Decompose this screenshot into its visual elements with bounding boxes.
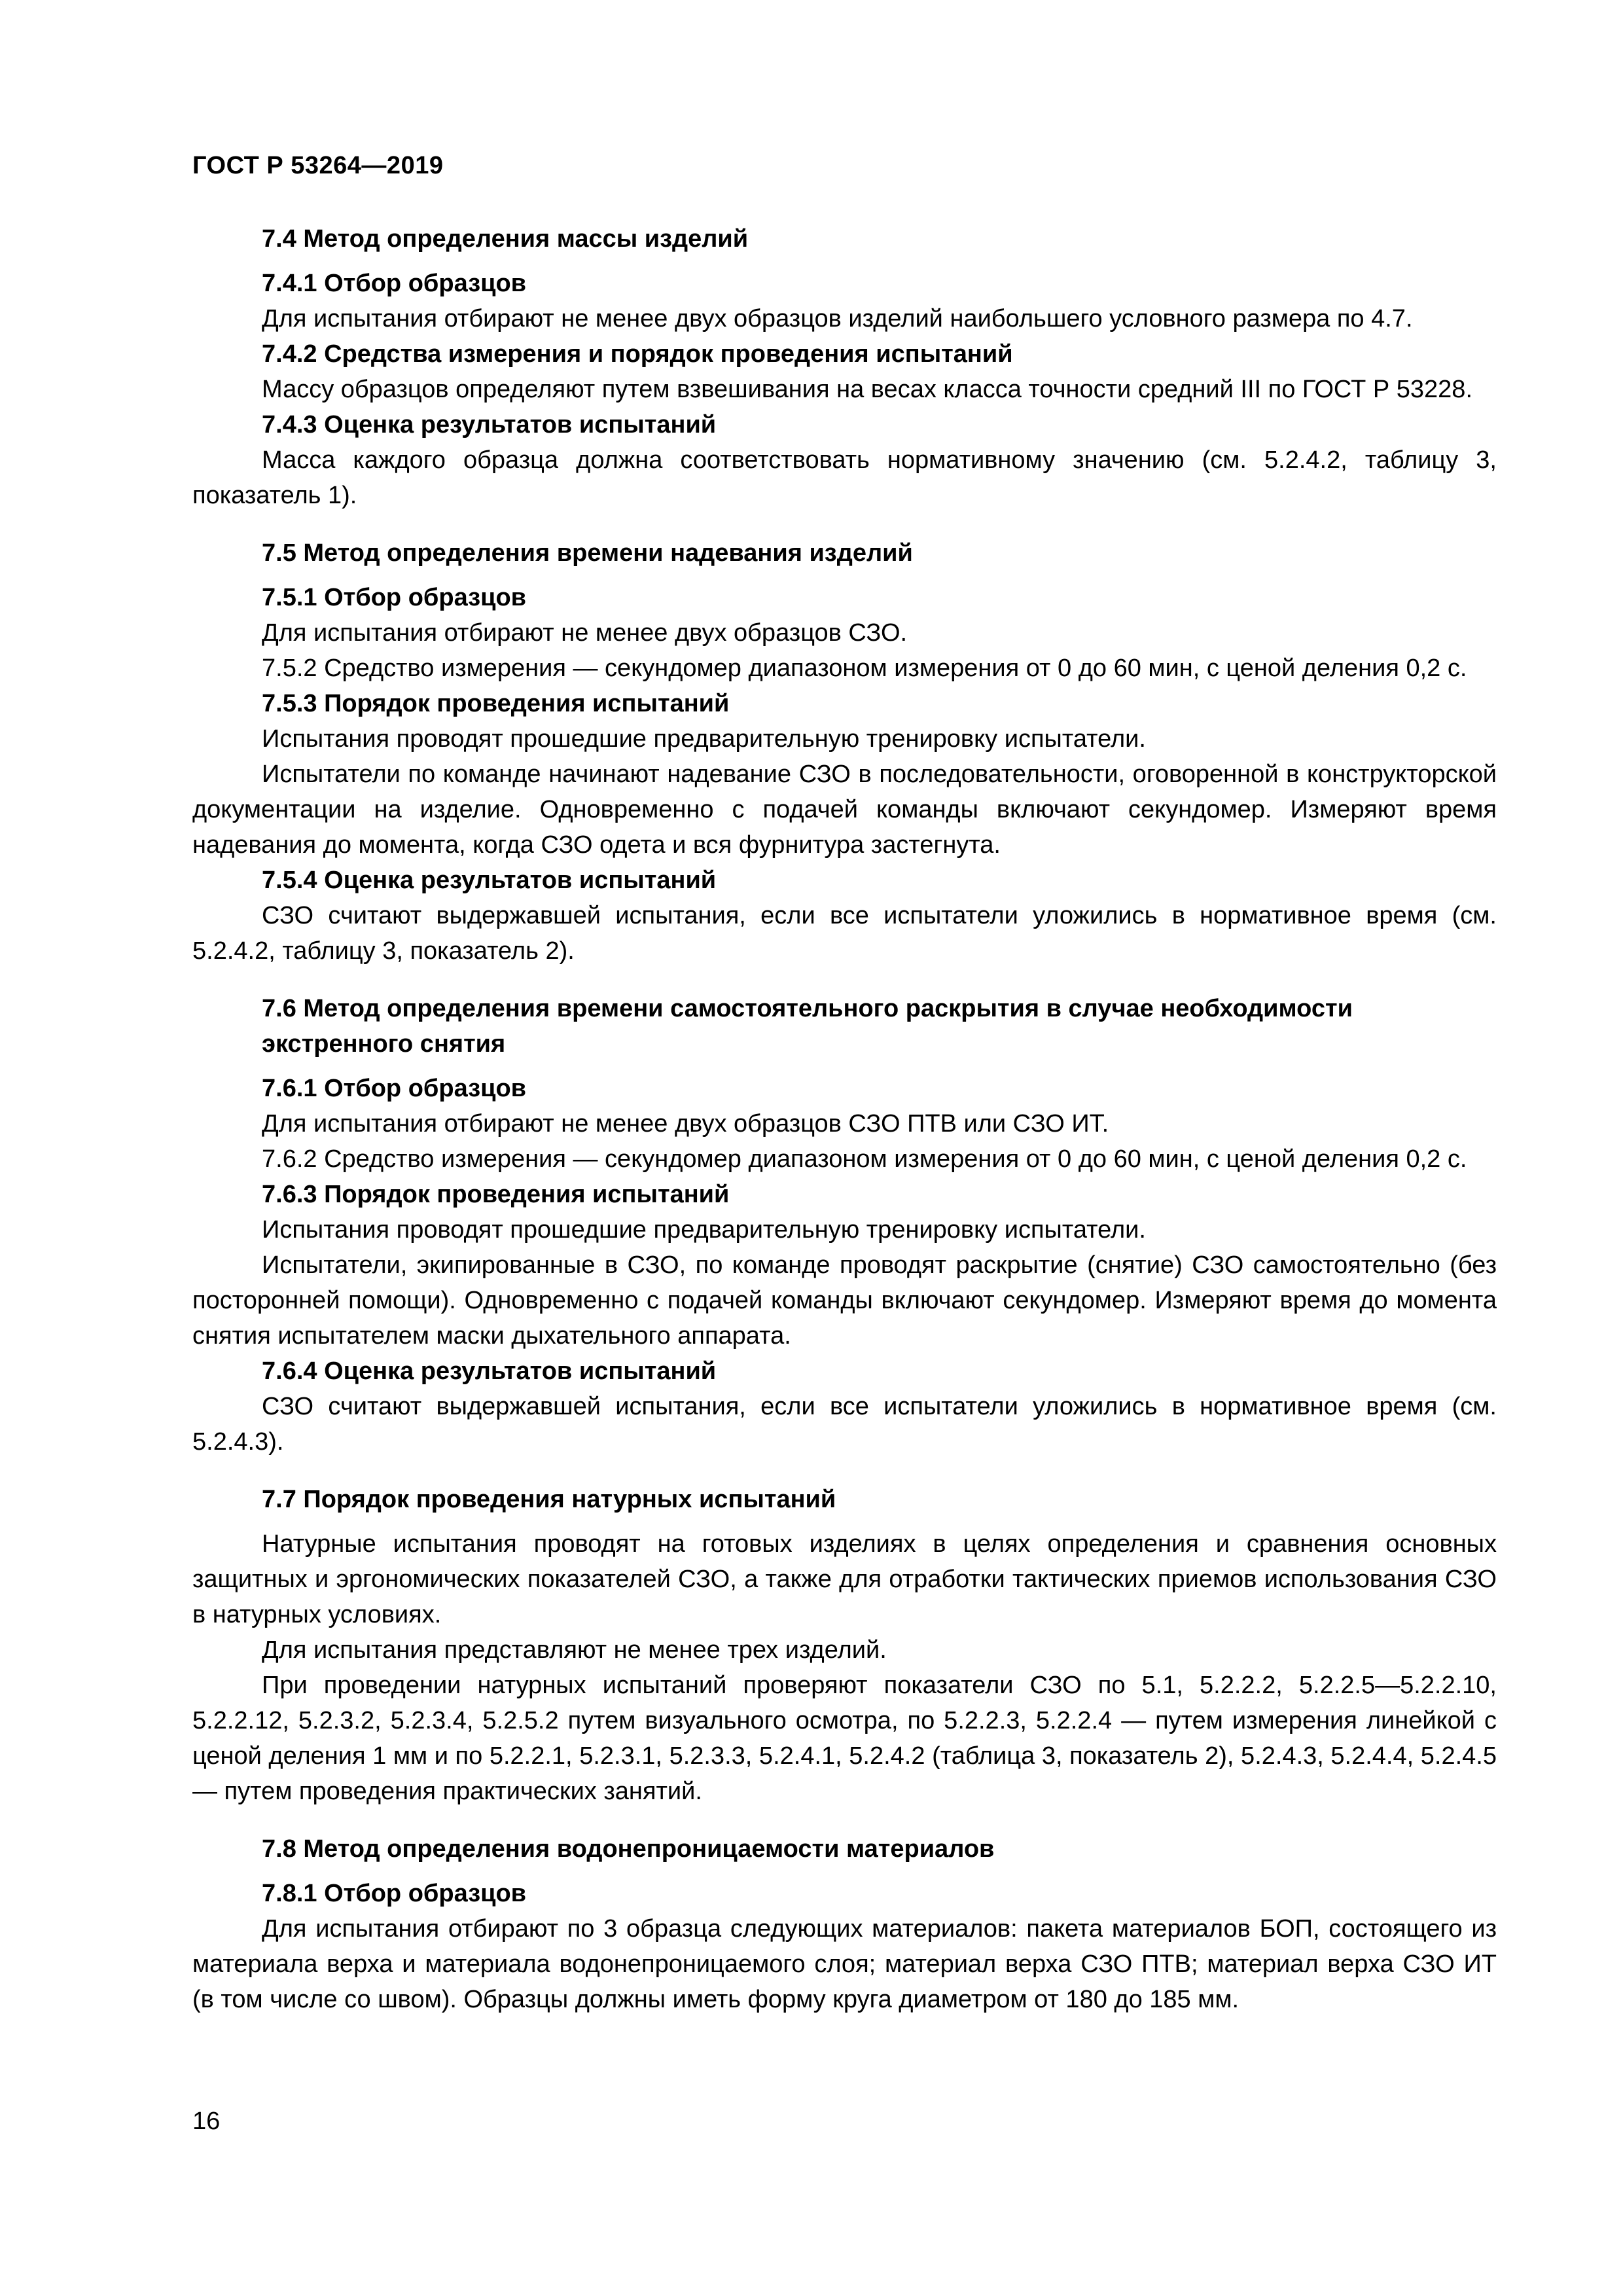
subsection-heading: 7.6.1 Отбор образцов [262, 1075, 527, 1102]
subsection-heading: 7.6.3 Порядок проведения испытаний [262, 1181, 730, 1208]
paragraph: Для испытания отбирают не менее двух образцов СЗО ПТВ или СЗО ИТ. [262, 1110, 1109, 1138]
subsection-heading: 7.4.3 Оценка результатов испытаний [262, 411, 717, 439]
paragraph: Испытатели, экипированные в СЗО, по команде проводят раскрытие (снятие) СЗО самостоятельно (без посторонней помощи). Одновременно с подачей команды включают секундомер. Измеряют время до момента снятия испытателем маски дыхательного аппарата. [192, 1251, 1497, 1350]
paragraph: СЗО считают выдержавшей испытания, если все испытатели уложились в нормативное время (см. 5.2.4.2, таблицу 3, показатель 2). [192, 902, 1497, 965]
section-title: 7.4 Метод определения массы изделий [262, 225, 749, 253]
subsection-heading: 7.5.3 Порядок проведения испытаний [262, 690, 730, 717]
section-title: 7.6 Метод определения времени самостоятельного раскрытия в случае необходимости экстренного снятия [262, 995, 1353, 1058]
paragraph: Масса каждого образца должна соответствовать нормативному значению (см. 5.2.4.2, таблицу 3, показатель 1). [192, 446, 1497, 509]
section-title: 7.7 Порядок проведения натурных испытаний [262, 1486, 836, 1513]
paragraph: Для испытания отбирают не менее двух образцов СЗО. [262, 619, 908, 647]
paragraph: Для испытания отбирают не менее двух образцов изделий наибольшего условного размера по 4.7. [262, 305, 1413, 332]
paragraph: Для испытания представляют не менее трех изделий. [262, 1636, 887, 1664]
page-content [192, 221, 1497, 2017]
subsection-heading: 7.5.1 Отбор образцов [262, 584, 527, 611]
paragraph: Массу образцов определяют путем взвешивания на весах класса точности средний III по ГОСТ Р 53228. [262, 376, 1472, 403]
paragraph: Натурные испытания проводят на готовых изделиях в целях определения и сравнения основных защитных и эргономических показателей СЗО, а также для отработки тактических приемов использования СЗО в натурных условиях. [192, 1530, 1497, 1628]
section-7-4 [192, 221, 1497, 513]
subsection-heading: 7.5.4 Оценка результатов испытаний [262, 867, 717, 894]
subsection-heading: 7.8.1 Отбор образцов [262, 1880, 527, 1907]
section-7-5 [192, 535, 1497, 969]
paragraph: СЗО считают выдержавшей испытания, если все испытатели уложились в нормативное время (см. 5.2.4.3). [192, 1393, 1497, 1456]
paragraph: 7.6.2 Средство измерения — секундомер диапазоном измерения от 0 до 60 мин, с ценой деления 0,2 с. [262, 1145, 1467, 1173]
page-number: 16 [192, 2108, 221, 2135]
section-7-7 [192, 1482, 1497, 1809]
paragraph: Испытания проводят прошедшие предварительную тренировку испытатели. [262, 1216, 1146, 1244]
section-title: 7.8 Метод определения водонепроницаемости материалов [262, 1835, 995, 1863]
section-title: 7.5 Метод определения времени надевания изделий [262, 539, 913, 567]
paragraph: Испытания проводят прошедшие предварительную тренировку испытатели. [262, 725, 1146, 753]
document-code-header: ГОСТ Р 53264—2019 [192, 152, 444, 179]
paragraph: При проведении натурных испытаний проверяют показатели СЗО по 5.1, 5.2.2.2, 5.2.2.5—5.2.2.10, 5.2.2.12, 5.2.3.2, 5.2.3.4, 5.2.5.2 путем визуального осмотра, по 5.2.2.3, 5.2.2.4 — путем измерения линейкой с ценой деления 1 мм и по 5.2.2.1, 5.2.3.1, 5.2.3.3, 5.2.4.1, 5.2.4.2 (таблица 3, показатель 2), 5.2.4.3, 5.2.4.4, 5.2.4.5 — путем проведения практических занятий. [192, 1672, 1497, 1805]
section-7-8 [192, 1831, 1497, 2017]
paragraph: 7.5.2 Средство измерения — секундомер диапазоном измерения от 0 до 60 мин, с ценой деления 0,2 с. [262, 655, 1467, 682]
paragraph: Для испытания отбирают по 3 образца следующих материалов: пакета материалов БОП, состоящего из материала верха и материала водонепроницаемого слоя; материал верха СЗО ПТВ; материал верха СЗО ИТ (в том числе со швом). Образцы должны иметь форму круга диаметром от 180 до 185 мм. [192, 1915, 1497, 2013]
subsection-heading: 7.6.4 Оценка результатов испытаний [262, 1357, 717, 1385]
paragraph: Испытатели по команде начинают надевание СЗО в последовательности, оговоренной в конструкторской документации на изделие. Одновременно с подачей команды включают секундомер. Измеряют время надевания до момента, когда СЗО одета и вся фурнитура застегнута. [192, 761, 1497, 859]
subsection-heading: 7.4.2 Средства измерения и порядок проведения испытаний [262, 340, 1013, 368]
section-7-6 [192, 991, 1497, 1460]
subsection-heading: 7.4.1 Отбор образцов [262, 270, 527, 297]
